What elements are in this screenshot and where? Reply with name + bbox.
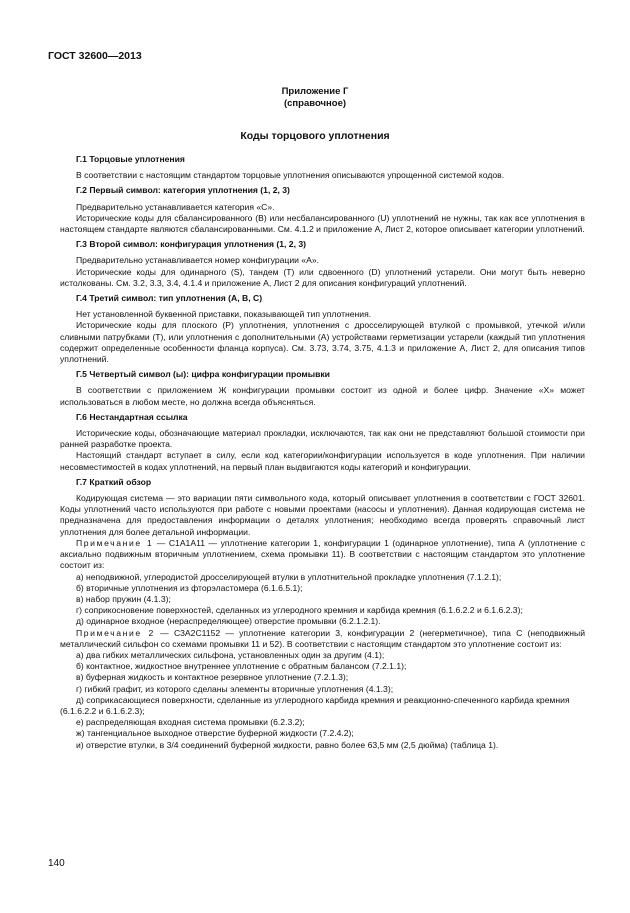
section-heading-g7: Г.7 Краткий обзор (76, 476, 152, 487)
note-1-text: — С1А1А11 — уплотнение категории 1, конфигурации 1 (одинарное уплотнение), типа А (уплотнение с аксиально подвижным вторичным уплотнением, схема промывки 11). В соответствии с настоящим стандартом это уплотнение состоит из: (60, 537, 585, 571)
list-item: а) два гибких металлических сильфона, установленных один за другим (4.1); (76, 649, 385, 660)
paragraph: Настоящий стандарт вступает в силу, если код категории/конфигурации используется в коде уплотнения. При наличии несовместимостей в кодах уплотнений, на первый план выдвигаются коды категорий и конфигурации. (60, 450, 585, 472)
note-2-text: — С3А2С1152 — уплотнение категории 3, конфигурации 2 (негерметичное), типа С (неподвижный металлический сильфон со схемами промывки 11 и 52). В соответствии с настоящим стандартом это уплотнение состоит из: (60, 627, 586, 649)
section-heading-g1: Г.1 Торцовые уплотнения (76, 154, 185, 164)
paragraph: Исторические коды для плоского (Р) уплотнения, уплотнения с дросселирующей втулкой с промывкой, утечкой и/или сливными патрубками (Т), или уплотнения с дополнительными (А) устройствами герметизации устарели (каждый тип уплотнения содержит определенные особенности фланца корпуса). См. 3.73, 3.74, 3.75, 4.1.3 и приложение А, Лист 2, для описания типов уплотнений. (60, 320, 585, 365)
list-item: ж) тангенциальное выходное отверстие буферной жидкости (7.2.4.2); (76, 728, 354, 739)
section-heading-g3: Г.3 Второй символ: конфигурация уплотнения (1, 2, 3) (76, 239, 306, 250)
section-heading-g4: Г.4 Третий символ: тип уплотнения (А, В, С) (76, 293, 263, 304)
paragraph: Исторические коды, обозначающие материал прокладки, исключаются, так как они не представляют большой стоимости при ранней разработке проекта. (60, 428, 585, 450)
list-item: б) контактное, жидкостное внутреннее уплотнение с обратным балансом (7.2.1.1); (76, 661, 407, 672)
page-number: 140 (48, 858, 65, 869)
paragraph: Предварительно устанавливается категория «С». (76, 201, 275, 212)
list-item: г) соприкосновение поверхностей, сделанных из углеродного кремния и карбида кремния (6.1.6.2.2 и 6.1.6.2.3); (76, 605, 523, 616)
paragraph: Нет установленной буквенной приставки, показывающей тип уплотнения. (76, 309, 372, 320)
section-heading-g6: Г.6 Нестандартная ссылка (76, 411, 188, 422)
note-2-label: Примечание 2 (76, 627, 155, 638)
document-body (60, 154, 585, 751)
note-2 (60, 628, 585, 650)
list-item: е) распределяющая входная система промывки (6.2.3.2); (76, 717, 305, 728)
list-item: г) гибкий графит, из которого сделаны элементы вторичные уплотнения (4.1.3); (76, 683, 394, 694)
appendix-heading (0, 86, 630, 110)
list-item: в) буферная жидкость и контактное резервное уплотнение (7.2.1.3); (76, 672, 349, 683)
paragraph: В соответствии с настоящим стандартом торцовые уплотнения описываются упрощенной системой кодов. (76, 170, 505, 181)
paragraph: Исторические коды для сбалансированного (В) или несбалансированного (U) уплотнений не нужны, так как все уплотнения в настоящем стандарте являются сбалансированными. См. 4.1.2 и приложение А, Лист 2, которое описывает категории уплотнений. (60, 212, 585, 235)
note-1 (60, 538, 585, 572)
list-item: а) неподвижной, углеродистой дросселирующей втулки в уплотнительной прокладке уплотнения (7.1.2.1); (76, 571, 502, 582)
paragraph: Кодирующая система — это вариации пяти символьного кода, который описывает уплотнения в соответствии с ГОСТ 32601. Коды уплотнений часто используются при работе с новыми проектами (насосы и уплотнения). Данная кодирующая система не предназначена для предоставления информации о деталях уплотнения; необходимо всегда проверять справочный лист уплотнения для более детальной информации. (60, 493, 585, 537)
list-item: и) отверстие втулки, в 3/4 соединений буферной жидкости, равно более 63,5 мм (2,5 дюйма) (таблица 1). (76, 739, 499, 750)
list-item: в) набор пружин (4.1.3); (76, 593, 171, 604)
section-heading-g5: Г.5 Четвертый символ (ы): цифра конфигурации промывки (76, 369, 330, 380)
note-2-list (60, 650, 585, 751)
note-1-list (60, 572, 585, 628)
list-item: д) соприкасающиеся поверхности, сделанные из углеродного карбида кремния и реакционно-спеченного карбида кремния (6.1.6.2.2 и 6.1.6.2.3); (60, 694, 570, 716)
document-title: Коды торцового уплотнения (240, 130, 390, 142)
section-heading-g2: Г.2 Первый символ: категория уплотнения (1, 2, 3) (76, 185, 290, 196)
appendix-title: Приложение Г (281, 86, 349, 97)
paragraph: Предварительно устанавливается номер конфигурации «А». (76, 255, 319, 266)
standard-header: ГОСТ 32600—2013 (48, 50, 142, 62)
list-item: б) вторичные уплотнения из фторэластомера (6.1.6.5.1); (76, 582, 303, 593)
list-item: д) одинарное входное (нераспределяющее) отверстие промывки (6.2.1.2.1). (76, 616, 381, 627)
note-1-label: Примечание 1 (76, 537, 154, 548)
appendix-subtitle: (справочное) (283, 98, 347, 109)
paragraph: В соответствии с приложением Ж конфигурации промывки состоит из одной и более цифр. Значение «X» может использоваться в любом месте, но должна всегда объясняться. (60, 385, 585, 407)
paragraph: Исторические коды для одинарного (S), тандем (Т) или сдвоенного (D) уплотнений устарели. Они могут быть неверно истолкованы. См. 3.2, 3.3, 3.4, 4.1.4 и приложение А, Лист 2 для описания конфигураций уплотнений. (60, 266, 585, 288)
